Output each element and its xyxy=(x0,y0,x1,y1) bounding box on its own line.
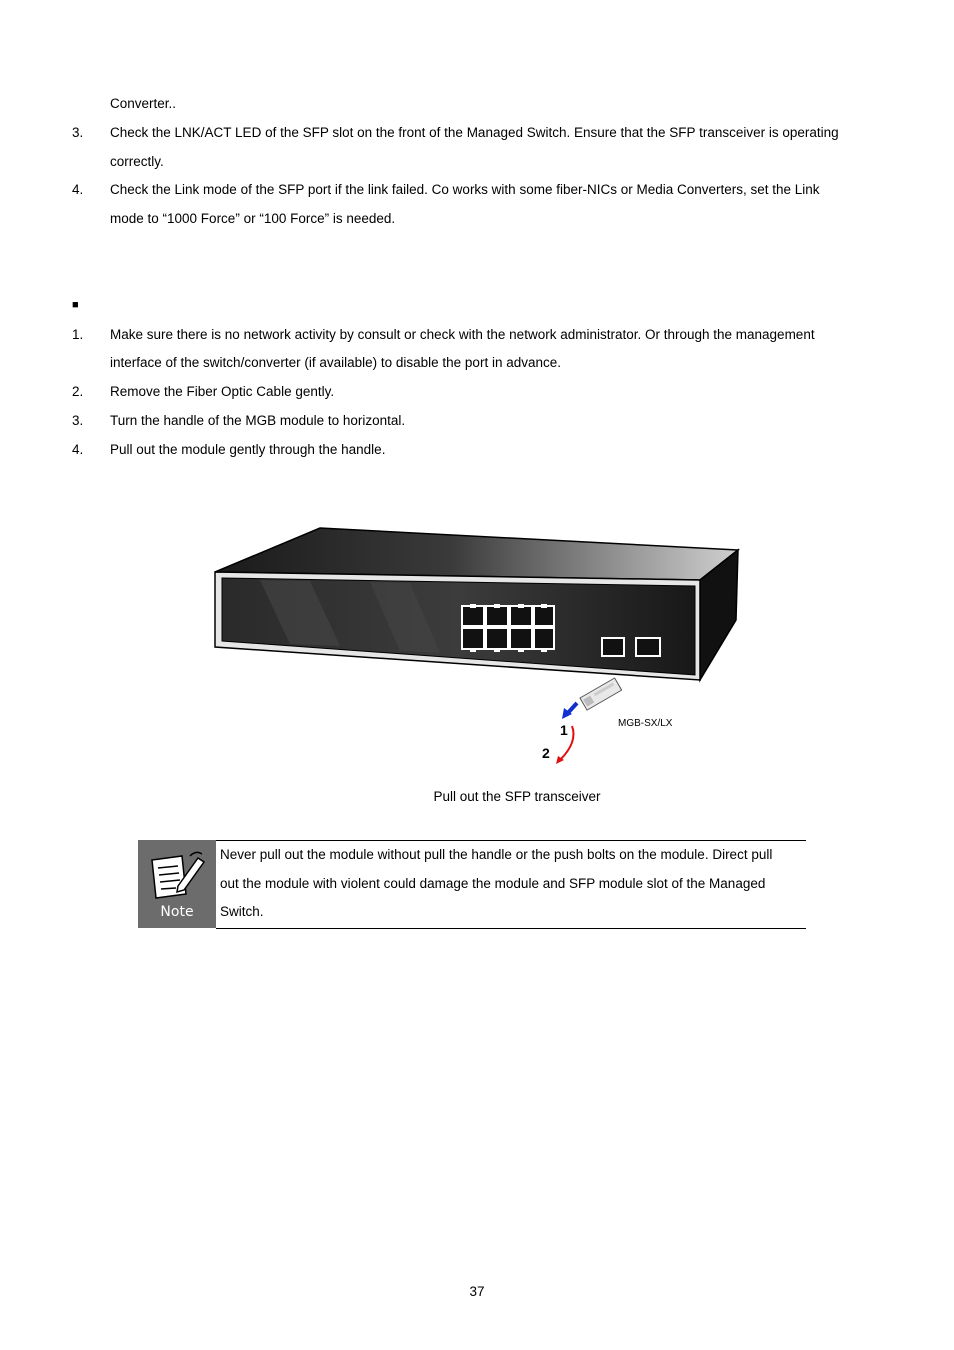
page-number: 37 xyxy=(469,1284,485,1299)
switch-illustration xyxy=(200,520,760,780)
list-item-number: 3. xyxy=(72,125,84,140)
list-item-line: correctly. xyxy=(110,154,164,169)
list-item-line: mode to “1000 Force” or “100 Force” is needed. xyxy=(110,211,396,226)
step-1-label: 1 xyxy=(560,722,568,738)
list-item-number: 3. xyxy=(72,413,84,428)
list-item-number: 4. xyxy=(72,442,84,457)
list-item-line: interface of the switch/converter (if available) to disable the port in advance. xyxy=(110,355,561,370)
module-label: MGB-SX/LX xyxy=(618,718,673,729)
note-text xyxy=(220,841,810,927)
list-item-line: Make sure there is no network activity by consult or check with the network administrator. Or through the management xyxy=(110,327,815,342)
list-item-line: Check the Link mode of the SFP port if the link failed. Co works with some fiber-NICs or Media Converters, set the Link xyxy=(110,182,820,197)
list-item-line: Turn the handle of the MGB module to horizontal. xyxy=(110,413,406,428)
list-item-line: Pull out the module gently through the handle. xyxy=(110,442,386,457)
list-item-number: 4. xyxy=(72,182,84,197)
note-pencil-icon xyxy=(146,850,208,902)
note-bottom-rule xyxy=(216,928,806,929)
note-icon-box xyxy=(138,840,216,928)
list-item-line: Remove the Fiber Optic Cable gently. xyxy=(110,384,335,399)
note-line: Switch. xyxy=(220,904,264,919)
continuation-text: Converter.. xyxy=(110,96,177,111)
list-item-number: 2. xyxy=(72,384,84,399)
note-label: Note xyxy=(160,904,194,920)
figure-caption: Pull out the SFP transceiver xyxy=(433,789,601,804)
list-item-number: 1. xyxy=(72,327,84,342)
step-2-label: 2 xyxy=(542,745,550,761)
note-line: out the module with violent could damage the module and SFP module slot of the Managed xyxy=(220,875,766,891)
note-line: Never pull out the module without pull the handle or the push bolts on the module. Direct pull xyxy=(220,847,773,862)
section-bullet: ■ xyxy=(72,299,79,311)
list-item-line: Check the LNK/ACT LED of the SFP slot on the front of the Managed Switch. Ensure that the SFP transceiver is operating xyxy=(110,125,839,140)
